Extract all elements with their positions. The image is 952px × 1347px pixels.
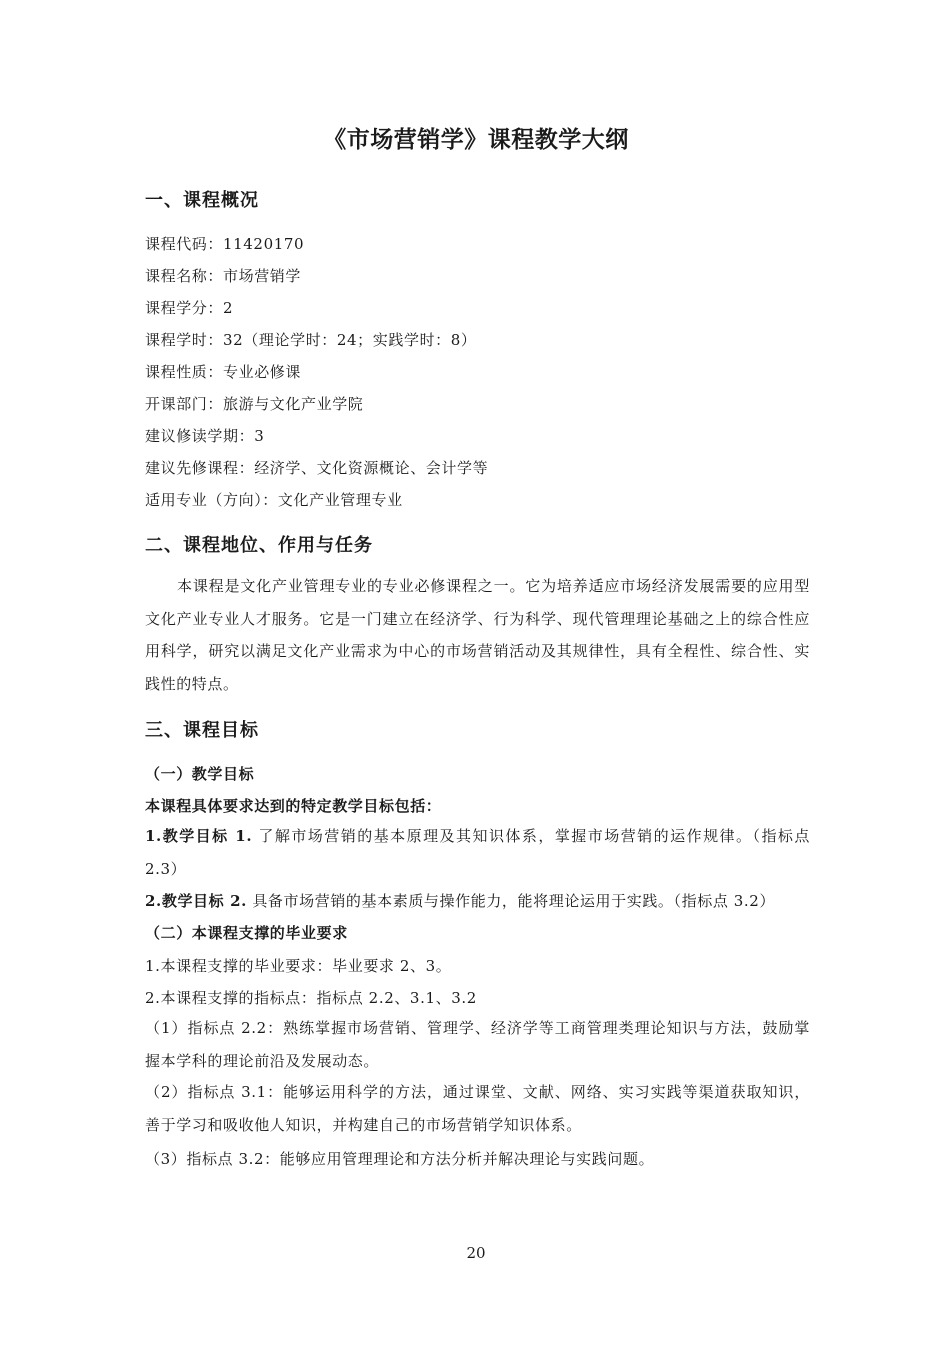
course-name: 课程名称：市场营销学 xyxy=(145,267,302,285)
recommended-semester: 建议修读学期：3 xyxy=(145,427,265,445)
course-hours: 课程学时：32（理论学时：24；实践学时：8） xyxy=(145,331,477,349)
document-title: 《市场营销学》课程教学大纲 xyxy=(323,126,629,153)
indicator-points: 2.本课程支撑的指标点：指标点 2.2、3.1、3.2 xyxy=(145,989,477,1007)
teaching-goal-1 xyxy=(145,820,810,885)
indicator-point-2-2: （1）指标点 2.2：熟练掌握市场营销、管理学、经济学等工商管理类理论知识与方法，鼓励掌握本学科的理论前沿及发展动态。 xyxy=(145,1019,810,1070)
graduation-requirement: 1.本课程支撑的毕业要求：毕业要求 2、3。 xyxy=(145,957,452,975)
section-heading-position: 二、课程地位、作用与任务 xyxy=(145,535,373,556)
subsection-heading-teaching-goals: （一）教学目标 xyxy=(145,765,255,783)
applicable-major: 适用专业（方向）：文化产业管理专业 xyxy=(145,491,403,509)
teaching-goal-2-label: 2.教学目标 2. xyxy=(145,892,247,910)
subsection-heading-graduation-requirements: （二）本课程支撑的毕业要求 xyxy=(145,924,348,942)
page-number: 20 xyxy=(466,1244,486,1262)
indicator-point-3-2: （3）指标点 3.2：能够应用管理理论和方法分析并解决理论与实践问题。 xyxy=(145,1150,655,1168)
teaching-goal-2-text: 具备市场营销的基本素质与操作能力，能将理论运用于实践。（指标点 3.2） xyxy=(246,892,776,910)
course-code: 课程代码：11420170 xyxy=(145,235,305,253)
section-heading-overview: 一、课程概况 xyxy=(145,190,259,211)
teaching-goal-1-label: 1.教学目标 1. xyxy=(145,827,253,845)
course-nature: 课程性质：专业必修课 xyxy=(145,363,302,381)
prerequisite-courses: 建议先修课程：经济学、文化资源概论、会计学等 xyxy=(145,459,489,477)
section-heading-objectives: 三、课程目标 xyxy=(145,720,259,741)
indicator-point-3-1: （2）指标点 3.1：能够运用科学的方法，通过课堂、文献、网络、实习实践等渠道获取知识，善于学习和吸收他人知识，并构建自己的市场营销学知识体系。 xyxy=(145,1083,810,1134)
teaching-goal-2 xyxy=(145,890,775,911)
offering-department: 开课部门：旅游与文化产业学院 xyxy=(145,395,364,413)
course-credits: 课程学分：2 xyxy=(145,299,234,317)
section-position-paragraph: 本课程是文化产业管理专业的专业必修课程之一。它为培养适应市场经济发展需要的应用型文化产业专业人才服务。它是一门建立在经济学、行为科学、现代管理理论基础之上的综合性应用科学，研究以满足文化产业需求为中心的市场营销活动及其规律性，具有全程性、综合性、实践性的特点。 xyxy=(145,577,810,693)
teaching-goal-1-text: 了解市场营销的基本原理及其知识体系，掌握市场营销的运作规律。（指标点 2.3） xyxy=(145,827,810,878)
teaching-goals-intro: 本课程具体要求达到的特定教学目标包括： xyxy=(145,797,442,815)
